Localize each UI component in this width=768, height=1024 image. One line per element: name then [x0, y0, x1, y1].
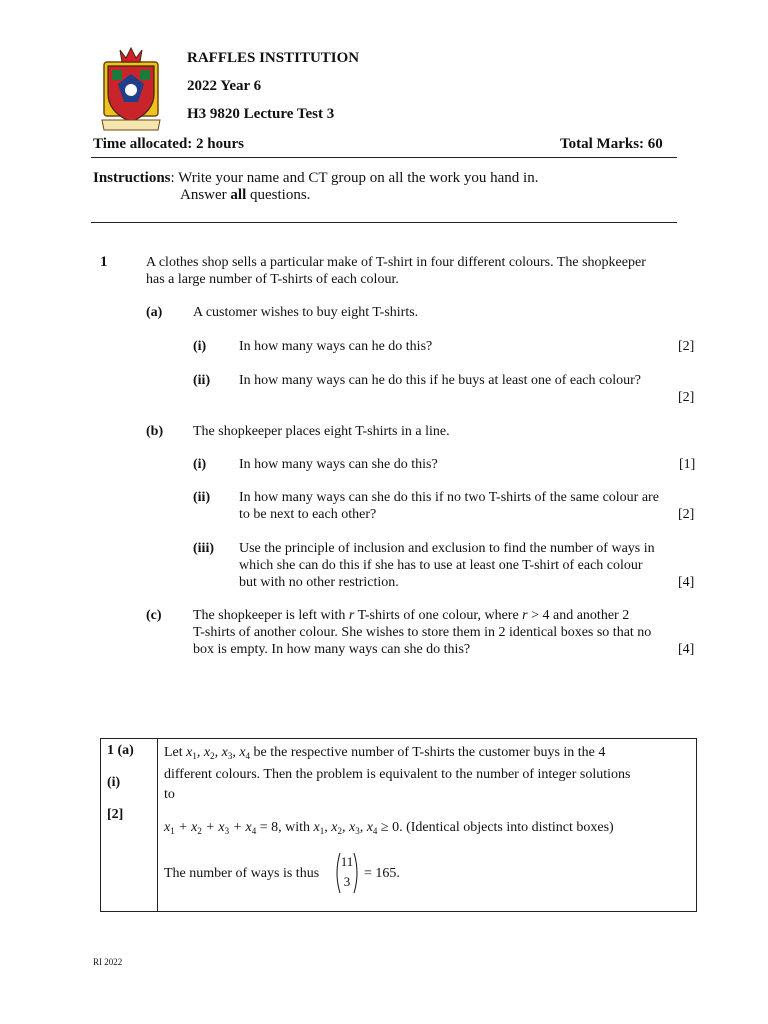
question-intro-1: A clothes shop sells a particular make of T-shirt in four different colours. The shopkeeper [146, 255, 646, 270]
part-b-iii-text-1: Use the principle of inclusion and exclusion to find the number of ways in [239, 541, 655, 556]
part-b-i-label: (i) [193, 457, 207, 472]
part-b-i-text: In how many ways can she do this? [239, 457, 438, 472]
part-b-i-marks: [1] [679, 457, 696, 472]
solution-label-sub: (i) [107, 775, 121, 790]
part-c-label: (c) [146, 608, 162, 623]
part-b-ii-text-1: In how many ways can she do this if no two T-shirts of the same colour are [239, 490, 659, 505]
instructions-text: : Write your name and CT group on all the work you hand in. [170, 170, 539, 186]
part-b-text: The shopkeeper places eight T-shirts in a line. [193, 424, 450, 439]
test-title: H3 9820 Lecture Test 3 [187, 106, 335, 122]
part-b-iii-text-2: which she can do this if she has to use at least one T-shirt of each colour [239, 558, 643, 573]
part-b-label: (b) [146, 424, 164, 439]
part-a-ii-label: (ii) [193, 373, 211, 388]
raffles-crest-logo [100, 44, 162, 132]
question-number: 1 [100, 254, 108, 270]
part-b-iii-marks: [4] [678, 575, 695, 590]
solution-answer: The number of ways is thus [164, 866, 320, 881]
part-a-label: (a) [146, 305, 163, 320]
instructions-label: Instructions [93, 170, 171, 186]
solution-line-1: Let $x_1$, $x_2$, $x_3$, $x_4$ be the respective number of T-shirts the customer buys in the 4 [164, 745, 606, 761]
page-footer: RI 2022 [93, 957, 123, 967]
part-c-marks: [4] [678, 642, 695, 657]
part-a-i-marks: [2] [678, 339, 695, 354]
binomial-bottom: 3 [343, 874, 351, 889]
part-b-ii-label: (ii) [193, 490, 211, 505]
part-b-iii-text-3: but with no other restriction. [239, 575, 399, 590]
total-marks: Total Marks: 60 [560, 136, 663, 152]
instructions-divider [91, 222, 677, 223]
institution-name: RAFFLES INSTITUTION [187, 50, 360, 66]
exam-year: 2022 Year 6 [187, 78, 262, 94]
solution-line-2: different colours. Then the problem is equivalent to the number of integer solutions [164, 767, 631, 782]
variables-list: $x_1$, $x_2$, $x_3$, $x_4$ [186, 745, 251, 761]
part-a-text: A customer wishes to buy eight T-shirts. [193, 305, 419, 320]
part-a-i-text: In how many ways can he do this? [239, 339, 433, 354]
binomial-top: 11 [340, 854, 354, 869]
solution-table [100, 738, 697, 912]
part-c-text-1: The shopkeeper is left with r T-shirts of one colour, where r > 4 and another 2 [193, 608, 630, 623]
solution-label-marks: [2] [107, 807, 124, 822]
solution-equation: $x_1 + x_2 + x_3 + x_4 = 8$, with $x_1$, $x_2$, $x_3$, $x_4 \ge 0$. (Identical objects into distinct boxes) [164, 820, 614, 836]
part-a-i-label: (i) [193, 339, 207, 354]
part-b-iii-label: (iii) [193, 541, 214, 556]
part-c-text-3: box is empty. In how many ways can she do this? [193, 642, 471, 657]
binomial-coefficient [334, 851, 360, 895]
time-allocated: Time allocated: 2 hours [93, 136, 244, 152]
solution-label-cell [101, 739, 158, 912]
solution-label-part: 1 (a) [107, 743, 134, 758]
solution-body-cell [158, 739, 697, 912]
part-a-ii-text: In how many ways can he do this if he buys at least one of each colour? [239, 373, 641, 388]
header-divider [91, 157, 677, 158]
part-c-text-2: T-shirts of another colour. She wishes to store them in 2 identical boxes so that no [193, 625, 652, 640]
solution-answer-value: = 165. [364, 866, 400, 881]
instructions-line-2: Answer all questions. [180, 187, 311, 203]
part-b-ii-marks: [2] [678, 507, 695, 522]
instructions-line-1 [93, 170, 538, 187]
solution-line-3: to [164, 787, 175, 802]
part-a-ii-marks: [2] [678, 390, 695, 405]
part-b-ii-text-2: to be next to each other? [239, 507, 377, 522]
question-intro-2: has a large number of T-shirts of each colour. [146, 272, 399, 287]
